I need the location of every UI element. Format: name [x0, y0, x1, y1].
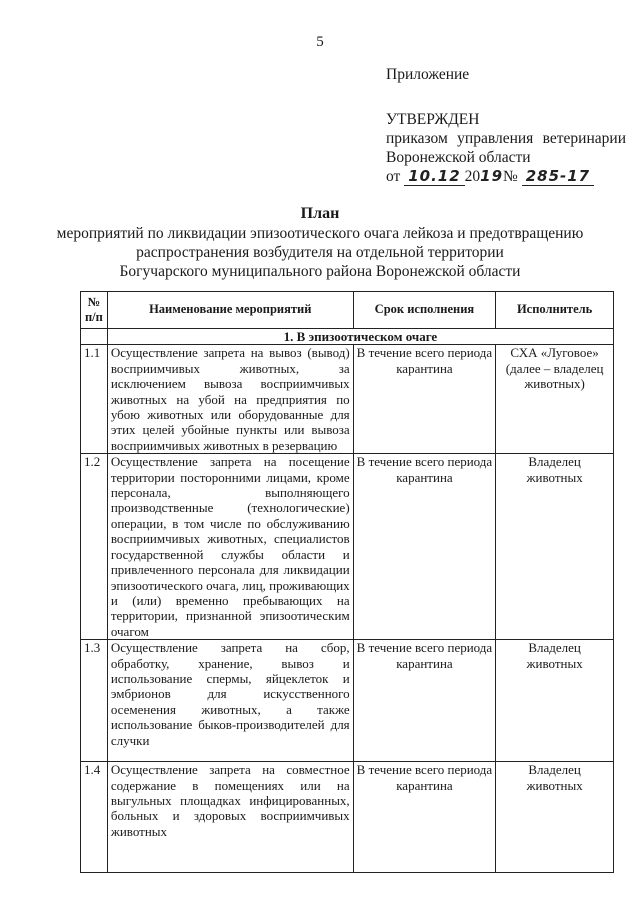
measure-text: Осуществление запрета на вывоз (вывод) восприимчивых животных, за исключением вывоза восприимчивых животных на убой на предприятия по убою животных или оборудованные для этих целей убойные пункты или вывоза восприимчивых животных в резервацию	[107, 345, 353, 454]
page-number: 5	[316, 34, 324, 50]
number-sign: №	[503, 168, 518, 185]
header-measure-name: Наименование мероприятий	[107, 292, 353, 329]
order-authority-line: приказом управления ветеринарии	[386, 130, 626, 147]
approved-label: УТВЕРЖДЕН	[386, 111, 480, 128]
executor-text: СХА «Луговое» (далее – владелец животных)	[496, 345, 614, 454]
header-number: № п/п	[81, 292, 108, 329]
document-heading: План	[300, 205, 340, 222]
from-prefix: от	[386, 168, 401, 185]
approval-block	[386, 65, 626, 186]
term-text: В течение всего периода карантина	[353, 640, 496, 762]
title-line-1: мероприятий по ликвидации эпизоотического очага лейкоза и предотвращению	[56, 225, 584, 242]
measure-text: Осуществление запрета на посещение территории посторонними лицами, кроме персонала, выполняющего производственные (технологические) операции, в том числе по обслуживанию восприимчивых животных, специалистов государственной службы области и привлеченного персонала для ликвидации эпизоотического очага, лиц, проживающих и (или) временно пребывающих на территории, признанной эпизоотическим очагом	[107, 454, 353, 640]
header-executor: Исполнитель	[496, 292, 614, 329]
term-text: В течение всего периода карантина	[353, 762, 496, 873]
row-number: 1.1	[81, 345, 108, 454]
measures-table	[80, 291, 614, 873]
title-line-2: распространения возбудителя на отдельной территории	[136, 244, 504, 261]
table-row	[81, 762, 614, 873]
executor-text: Владелец животных	[496, 454, 614, 640]
table-header-row	[81, 292, 614, 329]
handwritten-year: 19	[480, 167, 504, 185]
section-title: 1. В эпизоотическом очаге	[107, 329, 613, 345]
handwritten-order-number: 285-17	[522, 167, 594, 186]
row-number: 1.4	[81, 762, 108, 873]
executor-text: Владелец животных	[496, 762, 614, 873]
row-number: 1.2	[81, 454, 108, 640]
order-region-line: Воронежской области	[386, 149, 531, 166]
term-text: В течение всего периода карантина	[353, 454, 496, 640]
handwritten-date: 10.12	[404, 167, 464, 186]
term-text: В течение всего периода карантина	[353, 345, 496, 454]
title-line-3: Богучарского муниципального района Воронежской области	[119, 263, 521, 280]
row-number: 1.3	[81, 640, 108, 762]
executor-text: Владелец животных	[496, 640, 614, 762]
table-row	[81, 345, 614, 454]
section-row	[81, 329, 614, 345]
year-prefix: 20	[464, 168, 481, 185]
measure-text: Осуществление запрета на сбор, обработку, хранение, вывоз и использование спермы, яйцеклеток и эмбрионов для искусственного осеменения животных, а также использование быков-производителей для случки	[107, 640, 353, 762]
document-title-block	[0, 204, 640, 281]
table-row	[81, 454, 614, 640]
appendix-label: Приложение	[386, 66, 470, 83]
order-date-number-line	[386, 167, 626, 186]
measure-text: Осуществление запрета на совместное содержание в помещениях или на выгульных площадках инфицированных, больных и здоровых восприимчивых животных	[107, 762, 353, 873]
header-term: Срок исполнения	[353, 292, 496, 329]
table-row	[81, 640, 614, 762]
